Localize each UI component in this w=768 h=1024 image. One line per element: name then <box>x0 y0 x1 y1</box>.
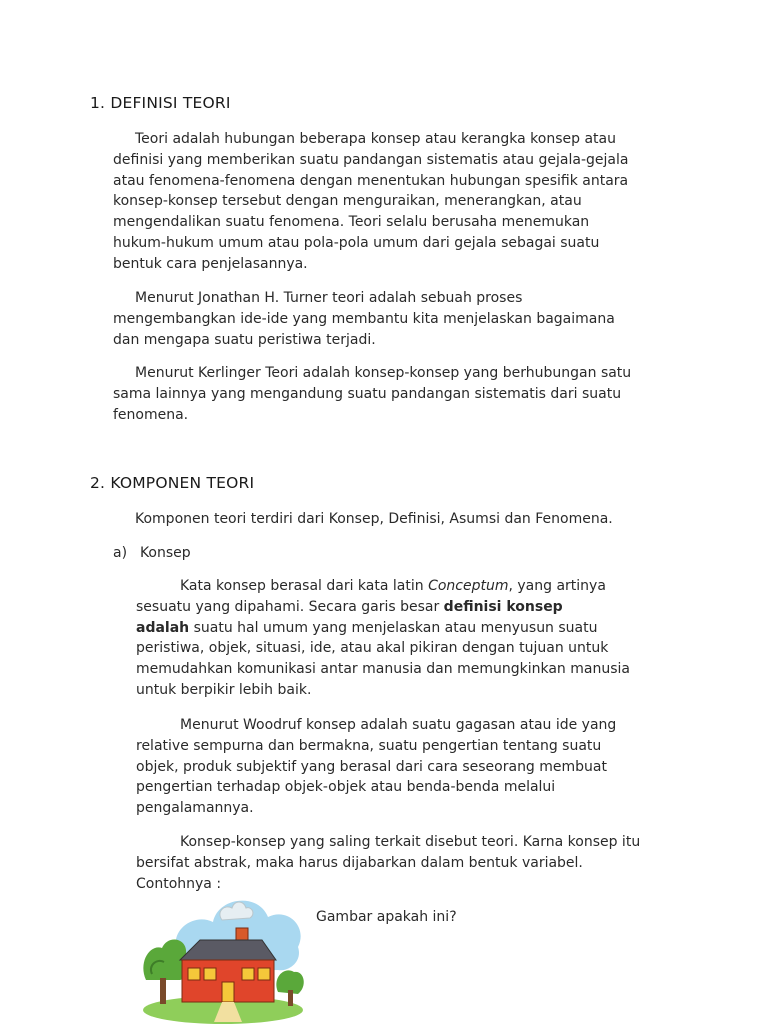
konsep-paragraph-1: Kata konsep berasal dari kata latin Conceptum, yang artinya sesuatu yang dipahami. Secara garis besar definisi konsep adalah suatu hal umum yang menjelaskan atau menyusun suatu peristiwa, objek, situasi, ide, atau akal pikiran dengan tujuan untuk memudahkan komunikasi antar manusia dan memungkinkan manusia untuk berpikir lebih baik. <box>136 578 630 698</box>
section-2-heading: 2. KOMPONEN TEORI <box>90 474 255 492</box>
subsection-a-name: Konsep <box>139 545 191 561</box>
section-1-paragraph-1: Teori adalah hubungan beberapa konsep atau kerangka konsep atau definisi yang memberikan suatu pandangan sistematis atau gejala-gejala atau fenomena-fenomena dengan menentukan hubungan spesifik antara konsep-konsep tersebut dengan menguraikan, menerangkan, atau mengendalikan suatu fenomena. Teori selalu berusaha menemukan hukum-hukum umum atau pola-pola umum dari gejala sebagai suatu bentuk cara penjelasannya. <box>113 131 629 272</box>
image-caption: Gambar apakah ini? <box>316 909 457 925</box>
subsection-a-title <box>113 543 191 564</box>
house-illustration <box>138 882 308 1024</box>
section-1-paragraph-2: Menurut Jonathan H. Turner teori adalah sebuah proses mengembangkan ide-ide yang membantu kita menjelaskan bagaimana dan mengapa suatu peristiwa terjadi. <box>113 290 615 348</box>
subsection-a-label: a) <box>113 545 128 561</box>
konsep-paragraph-3: Konsep-konsep yang saling terkait disebut teori. Karna konsep itu bersifat abstrak, maka harus dijabarkan dalam bentuk variabel. Contohnya : <box>136 834 641 892</box>
section-1-heading: 1. DEFINISI TEORI <box>90 94 231 112</box>
konsep-paragraph-2: Menurut Woodruf konsep adalah suatu gagasan atau ide yang relative sempurna dan bermakna, suatu pengertian tentang suatu objek, produk subjektif yang berasal dari cara seseorang membuat pengertian terhadap objek-objek atau benda-benda melalui pengalamannya. <box>136 717 617 817</box>
section-1-paragraph-3: Menurut Kerlinger Teori adalah konsep-konsep yang berhubungan satu sama lainnya yang mengandung suatu pandangan sistematis dari suatu fenomena. <box>113 365 632 423</box>
section-2-intro: Komponen teori terdiri dari Konsep, Definisi, Asumsi dan Fenomena. <box>135 511 613 527</box>
